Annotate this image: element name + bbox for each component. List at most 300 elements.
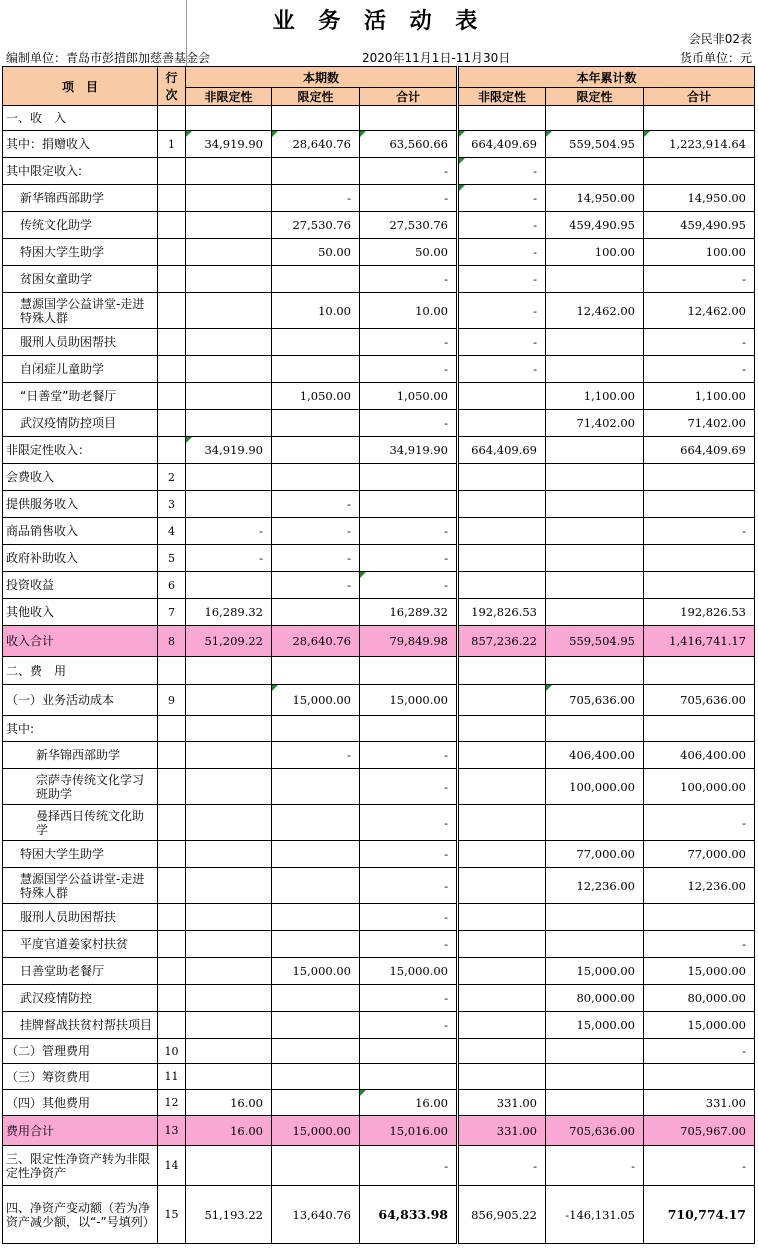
row-item-label: 非限定性收入： — [3, 437, 158, 464]
row-item-label: 其中限定收入: — [3, 158, 158, 185]
table-row — [3, 985, 755, 1012]
cell-current-total: 1,050.00 — [360, 383, 458, 410]
row-line-number — [158, 958, 186, 985]
table-row — [3, 904, 755, 931]
cell-ytd-restricted — [546, 1064, 644, 1090]
cell-ytd-restricted — [546, 931, 644, 958]
cell-current-restricted — [272, 464, 360, 491]
cell-ytd-unrestricted — [458, 657, 546, 685]
cell-ytd-unrestricted: - — [458, 239, 546, 266]
cell-current-unrestricted — [186, 158, 272, 185]
cell-current-unrestricted: 34,919.90 — [186, 437, 272, 464]
row-line-number — [158, 805, 186, 841]
cell-ytd-total — [644, 464, 755, 491]
cell-ytd-total: 71,402.00 — [644, 410, 755, 437]
row-item-label: 二、费 用 — [3, 657, 158, 685]
cell-current-unrestricted — [186, 685, 272, 716]
row-line-number — [158, 212, 186, 239]
cell-current-unrestricted — [186, 464, 272, 491]
cell-current-unrestricted — [186, 239, 272, 266]
cell-current-restricted — [272, 266, 360, 293]
cell-current-restricted: 15,000.00 — [272, 1116, 360, 1146]
cell-current-restricted: 10.00 — [272, 293, 360, 329]
cell-ytd-total — [644, 572, 755, 599]
header-ytd-restricted: 限定性 — [546, 88, 644, 106]
row-line-number: 1 — [158, 131, 186, 158]
cell-current-total — [360, 716, 458, 742]
cell-ytd-total: 14,950.00 — [644, 185, 755, 212]
cell-ytd-unrestricted — [458, 410, 546, 437]
row-line-number — [158, 437, 186, 464]
row-line-number: 9 — [158, 685, 186, 716]
cell-ytd-total — [644, 545, 755, 572]
cell-current-unrestricted — [186, 769, 272, 805]
cell-current-restricted — [272, 106, 360, 131]
cell-ytd-total — [644, 716, 755, 742]
cell-ytd-unrestricted: 857,236.22 — [458, 626, 546, 657]
cell-current-total: 34,919.90 — [360, 437, 458, 464]
cell-current-total: 16.00 — [360, 1090, 458, 1116]
cell-ytd-unrestricted: 856,905.22 — [458, 1186, 546, 1244]
cell-ytd-restricted — [546, 491, 644, 518]
cell-ytd-unrestricted — [458, 958, 546, 985]
row-line-number: 7 — [158, 599, 186, 626]
cell-ytd-unrestricted — [458, 545, 546, 572]
row-item-label: 特困大学生助学 — [3, 239, 158, 266]
row-item-label: 提供服务收入 — [3, 491, 158, 518]
cell-current-restricted — [272, 985, 360, 1012]
cell-current-total: 50.00 — [360, 239, 458, 266]
cell-current-total: 16,289.32 — [360, 599, 458, 626]
row-item-label: 投资收益 — [3, 572, 158, 599]
cell-ytd-unrestricted — [458, 868, 546, 904]
cell-ytd-restricted — [546, 904, 644, 931]
cell-current-restricted: 28,640.76 — [272, 626, 360, 657]
cell-current-unrestricted — [186, 958, 272, 985]
cell-ytd-unrestricted: 331.00 — [458, 1116, 546, 1146]
cell-ytd-total — [644, 491, 755, 518]
table-row — [3, 491, 755, 518]
header-ytd-total: 合计 — [644, 88, 755, 106]
cell-ytd-unrestricted — [458, 464, 546, 491]
table-row — [3, 437, 755, 464]
cell-ytd-unrestricted — [458, 769, 546, 805]
table-row — [3, 1012, 755, 1039]
cell-ytd-unrestricted — [458, 383, 546, 410]
row-line-number — [158, 716, 186, 742]
row-item-label: 特困大学生助学 — [3, 841, 158, 868]
table-row — [3, 518, 755, 545]
cell-current-restricted — [272, 356, 360, 383]
cell-current-restricted — [272, 329, 360, 356]
row-line-number: 15 — [158, 1186, 186, 1244]
table-row — [3, 1090, 755, 1116]
cell-current-total: - — [360, 158, 458, 185]
cell-ytd-restricted — [546, 158, 644, 185]
cell-ytd-restricted — [546, 518, 644, 545]
cell-ytd-restricted: 100.00 — [546, 239, 644, 266]
header-current-period: 本期数 — [186, 67, 458, 88]
row-line-number — [158, 356, 186, 383]
cell-current-total: 15,000.00 — [360, 958, 458, 985]
cell-ytd-unrestricted — [458, 805, 546, 841]
cell-current-total — [360, 1039, 458, 1064]
cell-current-restricted: 15,000.00 — [272, 685, 360, 716]
cell-ytd-total: - — [644, 266, 755, 293]
cell-current-restricted: - — [272, 545, 360, 572]
cell-current-restricted: - — [272, 572, 360, 599]
cell-current-total: 10.00 — [360, 293, 458, 329]
table-body — [3, 106, 755, 1244]
cell-current-unrestricted: 16,289.32 — [186, 599, 272, 626]
row-line-number — [158, 185, 186, 212]
cell-current-unrestricted — [186, 293, 272, 329]
table-row — [3, 212, 755, 239]
report-period: 2020年11月1日-11月30日 — [362, 51, 511, 65]
cell-ytd-unrestricted — [458, 1012, 546, 1039]
form-number: 会民非02表 — [688, 32, 752, 46]
cell-current-total: 15,016.00 — [360, 1116, 458, 1146]
cell-current-total — [360, 464, 458, 491]
table-row — [3, 769, 755, 805]
row-item-label: 商品销售收入 — [3, 518, 158, 545]
table-row — [3, 1146, 755, 1186]
cell-ytd-total: - — [644, 931, 755, 958]
cell-ytd-total: 710,774.17 — [644, 1186, 755, 1244]
row-item-label: （二）管理费用 — [3, 1039, 158, 1064]
row-line-number — [158, 985, 186, 1012]
row-line-number: 12 — [158, 1090, 186, 1116]
activity-table — [2, 66, 755, 1244]
cell-current-unrestricted — [186, 657, 272, 685]
cell-ytd-total — [644, 158, 755, 185]
row-item-label: 挂牌督战扶贫村帮扶项目 — [3, 1012, 158, 1039]
cell-current-restricted — [272, 1146, 360, 1186]
row-item-label: 自闭症儿童助学 — [3, 356, 158, 383]
cell-ytd-restricted: 15,000.00 — [546, 1012, 644, 1039]
cell-current-total: - — [360, 841, 458, 868]
row-line-number — [158, 239, 186, 266]
row-item-label: （四）其他费用 — [3, 1090, 158, 1116]
row-item-label: 一、收 入 — [3, 106, 158, 131]
cell-ytd-restricted: 559,504.95 — [546, 626, 644, 657]
cell-ytd-total: 705,636.00 — [644, 685, 755, 716]
cell-current-total: - — [360, 985, 458, 1012]
cell-current-restricted: - — [272, 742, 360, 769]
cell-current-total: 64,833.98 — [360, 1186, 458, 1244]
cell-current-unrestricted — [186, 410, 272, 437]
row-item-label: 其中: — [3, 716, 158, 742]
cell-ytd-restricted: -146,131.05 — [546, 1186, 644, 1244]
cell-ytd-unrestricted — [458, 742, 546, 769]
cell-current-unrestricted — [186, 329, 272, 356]
cell-current-restricted — [272, 1064, 360, 1090]
cell-ytd-unrestricted — [458, 716, 546, 742]
cell-ytd-unrestricted: - — [458, 212, 546, 239]
cell-current-unrestricted — [186, 904, 272, 931]
cell-current-restricted — [272, 716, 360, 742]
row-line-number — [158, 158, 186, 185]
cell-ytd-total: - — [644, 1039, 755, 1064]
cell-current-unrestricted: 16.00 — [186, 1090, 272, 1116]
cell-ytd-unrestricted: - — [458, 185, 546, 212]
cell-current-total: - — [360, 572, 458, 599]
table-row — [3, 805, 755, 841]
cell-current-unrestricted — [186, 1146, 272, 1186]
cell-current-total: - — [360, 545, 458, 572]
cell-current-unrestricted — [186, 212, 272, 239]
cell-ytd-unrestricted: 192,826.53 — [458, 599, 546, 626]
cell-current-total: 27,530.76 — [360, 212, 458, 239]
cell-current-unrestricted — [186, 266, 272, 293]
row-line-number — [158, 329, 186, 356]
table-row — [3, 545, 755, 572]
cell-ytd-restricted — [546, 356, 644, 383]
cell-current-unrestricted: 51,209.22 — [186, 626, 272, 657]
row-item-label: 传统文化助学 — [3, 212, 158, 239]
cell-current-restricted — [272, 657, 360, 685]
table-row — [3, 329, 755, 356]
table-row — [3, 868, 755, 904]
cell-current-total: - — [360, 1012, 458, 1039]
cell-ytd-total — [644, 904, 755, 931]
cell-current-restricted — [272, 1090, 360, 1116]
cell-current-total: 63,560.66 — [360, 131, 458, 158]
table-row — [3, 185, 755, 212]
cell-ytd-total: 12,236.00 — [644, 868, 755, 904]
cell-current-unrestricted — [186, 868, 272, 904]
cell-current-unrestricted: - — [186, 518, 272, 545]
cell-current-restricted — [272, 805, 360, 841]
row-line-number: 3 — [158, 491, 186, 518]
cell-ytd-total: - — [644, 356, 755, 383]
cell-current-unrestricted: - — [186, 545, 272, 572]
cell-ytd-unrestricted: - — [458, 329, 546, 356]
cell-current-unrestricted — [186, 185, 272, 212]
cell-ytd-restricted: 14,950.00 — [546, 185, 644, 212]
cell-ytd-restricted — [546, 572, 644, 599]
cell-ytd-unrestricted — [458, 685, 546, 716]
row-line-number — [158, 383, 186, 410]
cell-ytd-restricted: 406,400.00 — [546, 742, 644, 769]
cell-current-restricted — [272, 437, 360, 464]
row-item-label: 三、限定性净资产转为非限定性净资产 — [3, 1146, 158, 1186]
row-item-label: 慧源国学公益讲堂-走进特殊人群 — [3, 293, 158, 329]
cell-ytd-total: 1,416,741.17 — [644, 626, 755, 657]
row-line-number: 4 — [158, 518, 186, 545]
cell-current-restricted — [272, 410, 360, 437]
cell-ytd-restricted: 77,000.00 — [546, 841, 644, 868]
row-line-number — [158, 931, 186, 958]
cell-current-total — [360, 657, 458, 685]
reporting-unit: 编制单位：青岛市彭措郎加慈善基金会 — [6, 51, 211, 65]
header-current-restricted: 限定性 — [272, 88, 360, 106]
cell-current-restricted — [272, 769, 360, 805]
table-row — [3, 572, 755, 599]
cell-current-unrestricted: 34,919.90 — [186, 131, 272, 158]
cell-current-total: - — [360, 518, 458, 545]
row-item-label: “日善堂”助老餐厅 — [3, 383, 158, 410]
row-item-label: 武汉疫情防控 — [3, 985, 158, 1012]
cell-ytd-restricted: 100,000.00 — [546, 769, 644, 805]
cell-ytd-unrestricted — [458, 904, 546, 931]
cell-current-total: - — [360, 904, 458, 931]
cell-ytd-total — [644, 106, 755, 131]
row-item-label: 慧源国学公益讲堂-走进特殊人群 — [3, 868, 158, 904]
table-row — [3, 626, 755, 657]
cell-ytd-unrestricted: 331.00 — [458, 1090, 546, 1116]
row-item-label: 新华锦西部助学 — [3, 742, 158, 769]
cell-ytd-total: 15,000.00 — [644, 958, 755, 985]
table-row — [3, 1186, 755, 1244]
cell-current-unrestricted — [186, 1012, 272, 1039]
cell-current-unrestricted — [186, 572, 272, 599]
cell-ytd-restricted: 705,636.00 — [546, 1116, 644, 1146]
row-item-label: 收入合计 — [3, 626, 158, 657]
cell-current-restricted: 28,640.76 — [272, 131, 360, 158]
cell-current-total: - — [360, 742, 458, 769]
row-item-label: （三）筹资费用 — [3, 1064, 158, 1090]
cell-ytd-total: 406,400.00 — [644, 742, 755, 769]
cell-current-restricted — [272, 904, 360, 931]
cell-ytd-unrestricted — [458, 931, 546, 958]
cell-current-restricted — [272, 158, 360, 185]
cell-current-unrestricted: 51,193.22 — [186, 1186, 272, 1244]
cell-ytd-restricted: 15,000.00 — [546, 958, 644, 985]
header-current-unrestricted: 非限定性 — [186, 88, 272, 106]
row-item-label: 四、净资产变动额（若为净资产减少额，以“-”号填列） — [3, 1186, 158, 1244]
cell-current-total — [360, 1064, 458, 1090]
header-divider — [186, 0, 187, 66]
cell-ytd-total: - — [644, 518, 755, 545]
row-line-number — [158, 410, 186, 437]
header-item: 项 目 — [3, 67, 158, 106]
cell-current-restricted: 1,050.00 — [272, 383, 360, 410]
table-row — [3, 657, 755, 685]
cell-ytd-unrestricted: - — [458, 293, 546, 329]
header-year-to-date: 本年累计数 — [458, 67, 755, 88]
cell-ytd-total: 12,462.00 — [644, 293, 755, 329]
cell-current-restricted — [272, 931, 360, 958]
row-item-label: 服刑人员助困帮扶 — [3, 904, 158, 931]
cell-current-total: - — [360, 185, 458, 212]
cell-ytd-unrestricted: - — [458, 356, 546, 383]
table-row — [3, 383, 755, 410]
cell-current-total: - — [360, 356, 458, 383]
row-item-label: 费用合计 — [3, 1116, 158, 1146]
cell-ytd-restricted — [546, 329, 644, 356]
currency-unit: 货币单位：元 — [679, 51, 752, 65]
cell-current-total: 15,000.00 — [360, 685, 458, 716]
row-item-label: 其中：捐赠收入 — [3, 131, 158, 158]
table-row — [3, 106, 755, 131]
row-item-label: 新华锦西部助学 — [3, 185, 158, 212]
cell-ytd-total: 705,967.00 — [644, 1116, 755, 1146]
cell-ytd-unrestricted: - — [458, 266, 546, 293]
row-line-number: 5 — [158, 545, 186, 572]
row-item-label: 其他收入 — [3, 599, 158, 626]
cell-current-restricted: - — [272, 491, 360, 518]
cell-ytd-total: 459,490.95 — [644, 212, 755, 239]
cell-ytd-total: - — [644, 1146, 755, 1186]
row-line-number: 2 — [158, 464, 186, 491]
report-title: 业 务 活 动 表 — [272, 9, 486, 34]
cell-ytd-restricted: - — [546, 1146, 644, 1186]
row-line-number: 8 — [158, 626, 186, 657]
row-line-number — [158, 868, 186, 904]
cell-current-restricted — [272, 1039, 360, 1064]
cell-current-unrestricted: 16.00 — [186, 1116, 272, 1146]
row-item-label: 贫困女童助学 — [3, 266, 158, 293]
cell-current-total: - — [360, 868, 458, 904]
cell-current-unrestricted — [186, 491, 272, 518]
cell-current-total: - — [360, 931, 458, 958]
table-row — [3, 1116, 755, 1146]
cell-ytd-unrestricted — [458, 985, 546, 1012]
row-line-number — [158, 742, 186, 769]
cell-ytd-total: - — [644, 805, 755, 841]
cell-ytd-restricted: 459,490.95 — [546, 212, 644, 239]
table-row — [3, 293, 755, 329]
cell-current-restricted — [272, 841, 360, 868]
cell-ytd-restricted: 71,402.00 — [546, 410, 644, 437]
cell-ytd-restricted: 12,462.00 — [546, 293, 644, 329]
cell-ytd-restricted — [546, 1039, 644, 1064]
cell-ytd-restricted — [546, 657, 644, 685]
cell-current-unrestricted — [186, 1039, 272, 1064]
row-item-label: （一）业务活动成本 — [3, 685, 158, 716]
cell-ytd-unrestricted — [458, 1064, 546, 1090]
row-item-label: 曼择西日传统文化助学 — [3, 805, 158, 841]
cell-current-unrestricted — [186, 356, 272, 383]
cell-ytd-restricted — [546, 266, 644, 293]
table-row — [3, 599, 755, 626]
cell-current-unrestricted — [186, 383, 272, 410]
cell-ytd-total: 15,000.00 — [644, 1012, 755, 1039]
cell-ytd-restricted — [546, 1090, 644, 1116]
cell-ytd-unrestricted — [458, 106, 546, 131]
cell-ytd-total: 100.00 — [644, 239, 755, 266]
cell-current-total: - — [360, 769, 458, 805]
cell-current-restricted: 27,530.76 — [272, 212, 360, 239]
cell-current-total: - — [360, 329, 458, 356]
cell-ytd-total — [644, 657, 755, 685]
row-line-number — [158, 1012, 186, 1039]
cell-ytd-restricted — [546, 437, 644, 464]
cell-ytd-total: 1,223,914.64 — [644, 131, 755, 158]
cell-ytd-restricted — [546, 464, 644, 491]
row-line-number — [158, 266, 186, 293]
cell-ytd-unrestricted: - — [458, 1146, 546, 1186]
cell-current-unrestricted — [186, 716, 272, 742]
row-line-number — [158, 106, 186, 131]
row-item-label: 会费收入 — [3, 464, 158, 491]
cell-current-total: 79,849.98 — [360, 626, 458, 657]
cell-ytd-total: 77,000.00 — [644, 841, 755, 868]
cell-ytd-restricted — [546, 599, 644, 626]
table-row — [3, 239, 755, 266]
cell-ytd-restricted — [546, 545, 644, 572]
cell-current-total: - — [360, 1146, 458, 1186]
cell-ytd-restricted: 12,236.00 — [546, 868, 644, 904]
cell-ytd-unrestricted — [458, 1039, 546, 1064]
table-row — [3, 158, 755, 185]
cell-current-restricted: 15,000.00 — [272, 958, 360, 985]
cell-ytd-unrestricted: 664,409.69 — [458, 437, 546, 464]
table-row — [3, 410, 755, 437]
cell-current-restricted — [272, 599, 360, 626]
cell-ytd-total: 664,409.69 — [644, 437, 755, 464]
